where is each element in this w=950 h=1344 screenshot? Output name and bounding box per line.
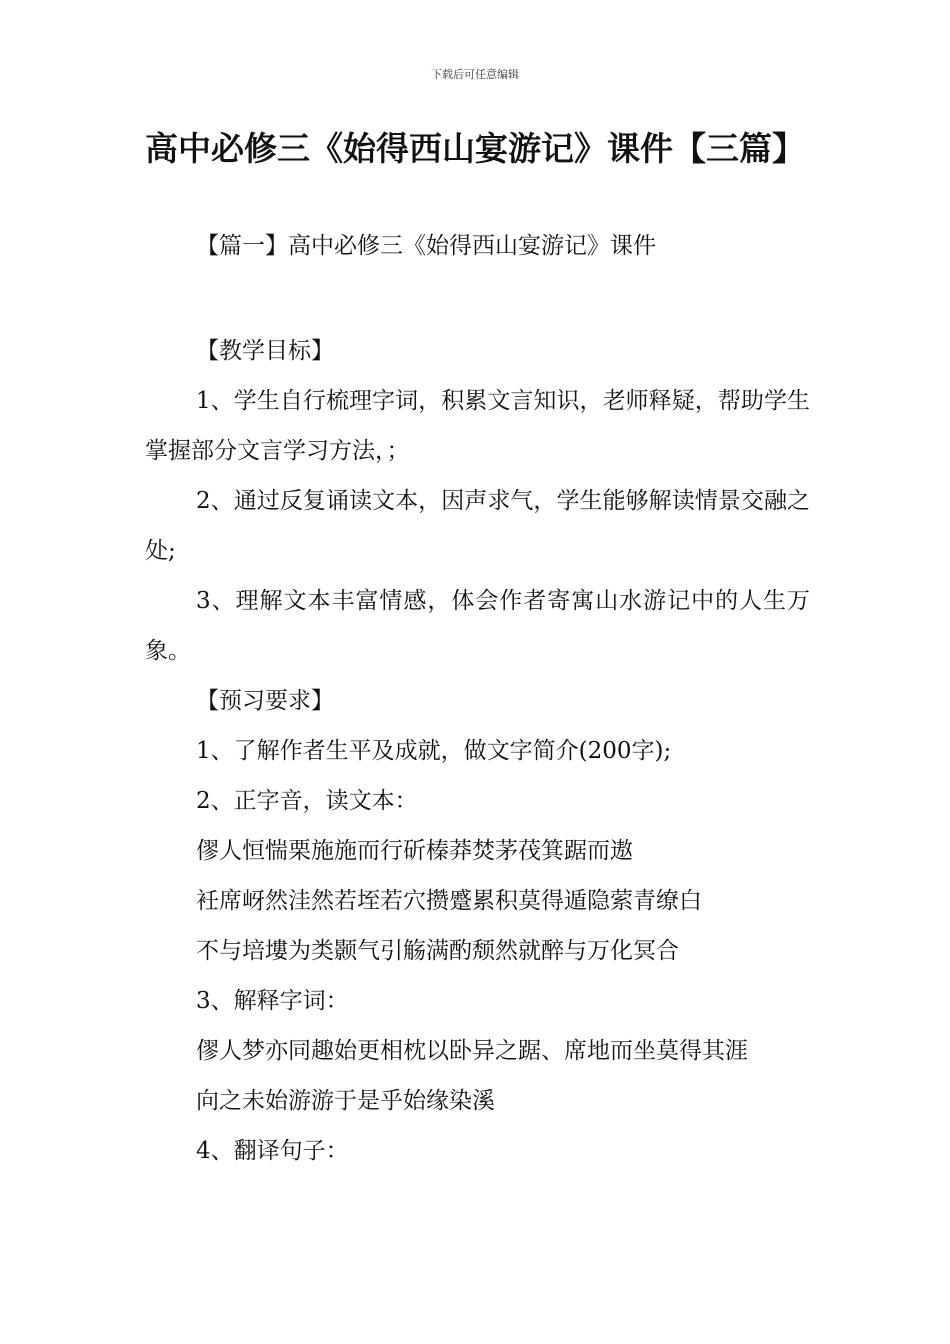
paragraph: 衽席岈然洼然若垤若穴攒蹙累积莫得遁隐萦青缭白: [196, 888, 702, 914]
section-heading-objectives: 【教学目标】: [196, 338, 334, 364]
paragraph: 4、翻译句子：: [196, 1138, 349, 1164]
paragraph: 1、了解作者生平及成就，做文字简介(200字);: [196, 738, 672, 764]
document-body: [145, 326, 810, 1176]
paragraph: 僇人梦亦同趣始更相枕以卧异之踞、席地而坐莫得其涯: [196, 1038, 748, 1064]
paragraph: 向之未始游游于是乎始缘染溪: [196, 1088, 495, 1114]
paragraph: 1、学生自行梳理字词，积累文言知识，老师释疑，帮助学生掌握部分文言学习方法，；: [145, 388, 810, 464]
paragraph: 不与培塿为类颢气引觞满酌颓然就醉与万化冥合: [196, 938, 679, 964]
header-note: 下载后可任意编辑: [431, 68, 519, 81]
paragraph: 3、解释字词：: [196, 988, 349, 1014]
paragraph: 僇人恒惴栗施施而行斫榛莽焚茅茷箕踞而遨: [196, 838, 633, 864]
paragraph: 2、通过反复诵读文本，因声求气，学生能够解读情景交融之处;: [145, 488, 810, 564]
document-title: 高中必修三《始得西山宴游记》课件【三篇】: [145, 129, 805, 168]
section-heading-preview: 【预习要求】: [196, 688, 334, 714]
paragraph: 3、理解文本丰富情感，体会作者寄寓山水游记中的人生万象。: [145, 588, 810, 664]
section-subtitle: 【篇一】高中必修三《始得西山宴游记》课件: [196, 233, 656, 259]
paragraph: 2、正字音，读文本：: [196, 788, 418, 814]
